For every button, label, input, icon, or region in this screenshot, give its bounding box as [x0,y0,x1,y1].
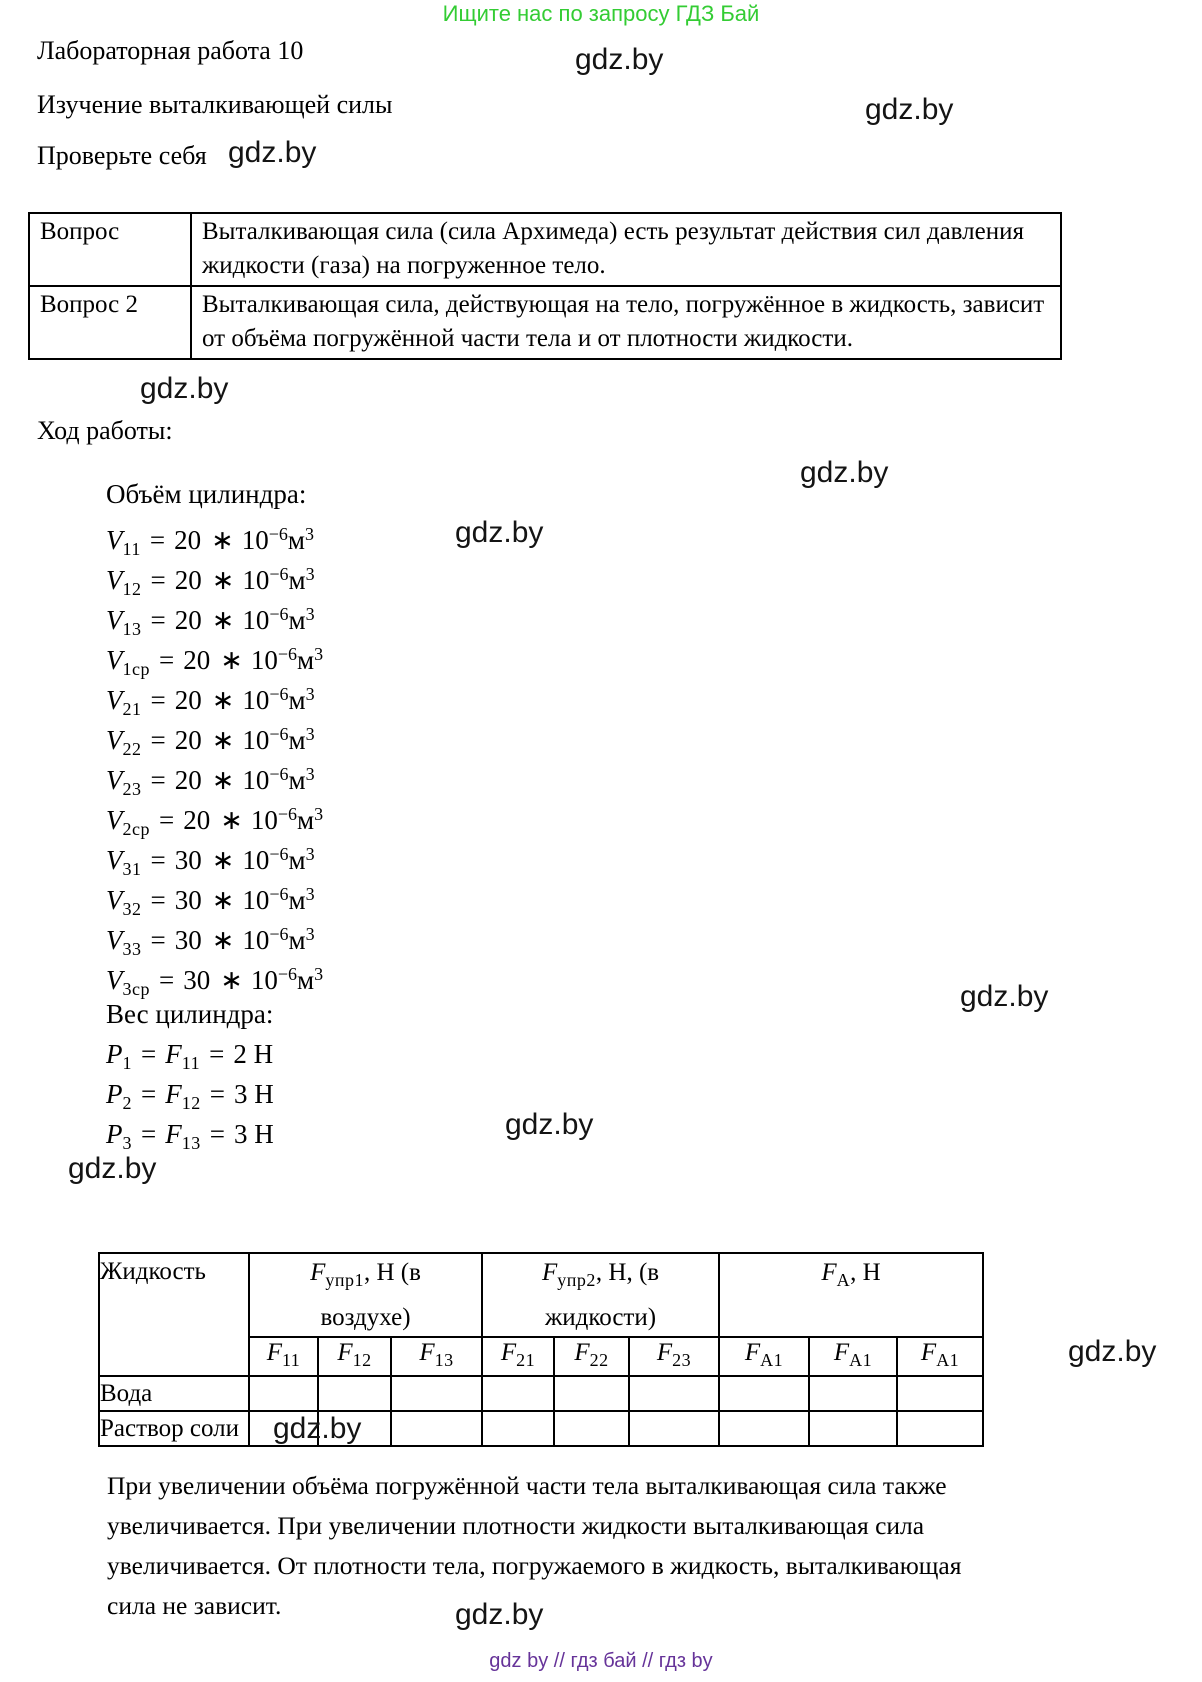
watermark-gdzby: gdz.by [68,1152,157,1185]
math-variable: $F_А$ [821,1259,851,1290]
volume-formula: $V_{33} = 30$ ∗ $10^{-6}м^3$ [106,924,315,959]
math-variable: $P_1$ [106,1039,132,1073]
math-variable: $V_{11}$ [106,525,141,559]
answer-text: Выталкивающая сила, действующая на тело, погружённое в жидкость, зависит от объёма погружённой части тела и от плотности жидкости. [191,286,1061,359]
empty-value-cell [719,1411,809,1446]
math-variable: $F_{упр1}$ [310,1259,364,1290]
math-variable: $V_{22}$ [106,725,142,759]
column-subheader [809,1337,897,1376]
volume-formula: $V_{12} = 20$ ∗ $10^{-6}м^3$ [106,564,315,599]
volume-formula: $V_{13} = 20$ ∗ $10^{-6}м^3$ [106,604,315,639]
math-variable: $F_{11}$ [266,1339,301,1370]
math-variable: $F_{22}$ [574,1339,609,1370]
empty-value-cell [719,1376,809,1411]
column-subheader [391,1337,482,1376]
empty-value-cell [318,1376,391,1411]
empty-value-cell [629,1411,719,1446]
column-group-header: $F_{упр2}$, Н, (в жидкости) [482,1253,719,1337]
column-header-liquid: Жидкость [99,1253,249,1376]
watermark-gdzby: gdz.by [273,1412,362,1445]
work-heading: Ход работы: [37,416,173,445]
footer-links: gdz by // гдз бай // гдз by [489,1650,713,1672]
table-row [99,1411,983,1446]
weight-formula: $P_1 = F_{11} = 2$ Н [106,1039,274,1073]
math-variable: $F_{12}$ [165,1079,201,1113]
volume-formula: $V_{21} = 20$ ∗ $10^{-6}м^3$ [106,684,315,719]
math-variable: $F_{13}$ [419,1339,454,1370]
column-subheader [318,1337,391,1376]
math-variable: $F_{21}$ [500,1339,536,1370]
empty-value-cell [809,1376,897,1411]
check-yourself-label: Проверьте себя [37,141,207,170]
math-variable: $V_{33}$ [106,925,142,959]
math-variable: $P_3$ [106,1119,132,1153]
volume-formula: $V_{23} = 20$ ∗ $10^{-6}м^3$ [106,764,315,799]
watermark-gdzby: gdz.by [800,456,889,489]
answer-text: Выталкивающая сила (сила Архимеда) есть результат действия сил давления жидкости (газа) на погруженное тело. [191,213,1061,286]
conclusion-text [107,1466,961,1626]
empty-value-cell [629,1376,719,1411]
watermark-gdzby: gdz.by [228,136,317,169]
watermark-gdzby: gdz.by [455,1598,544,1631]
math-variable: $V_{13}$ [106,605,142,639]
conclusion-line: При увеличении объёма погружённой части тела выталкивающая сила также [107,1471,947,1500]
math-variable: $V_{3ср}$ [106,965,150,999]
watermark-gdzby: gdz.by [140,372,229,405]
table-row [29,286,1061,359]
question-table [28,212,1062,360]
volume-formula: $V_{32} = 30$ ∗ $10^{-6}м^3$ [106,884,315,919]
column-subheader [629,1337,719,1376]
empty-value-cell [897,1376,983,1411]
row-label: Вода [99,1376,249,1411]
math-variable: $F_{23}$ [656,1339,692,1370]
volume-formula: $V_{1ср} = 20$ ∗ $10^{-6}м^3$ [106,644,324,679]
column-subheader [554,1337,629,1376]
watermark-gdzby: gdz.by [505,1108,594,1141]
watermark-gdzby: gdz.by [575,43,664,76]
watermark-gdzby: gdz.by [455,516,544,549]
volume-formula: $V_{31} = 30$ ∗ $10^{-6}м^3$ [106,844,315,879]
volume-formula: $V_{3ср} = 30$ ∗ $10^{-6}м^3$ [106,964,324,999]
column-subheader [897,1337,983,1376]
watermark-gdzby: gdz.by [1068,1335,1157,1368]
volume-formula: $V_{11} = 20$ ∗ $10^{-6}м^3$ [106,524,314,559]
math-variable: $F_{13}$ [165,1119,201,1153]
math-variable: $F_{А1}$ [833,1339,873,1370]
question-label: Вопрос [29,213,191,286]
math-variable: $F_{А1}$ [744,1339,784,1370]
math-variable: $V_{12}$ [106,565,142,599]
table-row [99,1376,983,1411]
math-variable: $V_{23}$ [106,765,142,799]
formula-list [106,474,323,1154]
column-group-header: $F_А$, Н [719,1253,983,1337]
conclusion-line: увеличивается. При увеличении плотности жидкости выталкивающая сила [107,1511,925,1540]
column-group-header: $F_{упр1}$, Н (в воздухе) [249,1253,482,1337]
results-table [98,1252,984,1447]
watermark-gdzby: gdz.by [960,980,1049,1013]
empty-value-cell [554,1376,629,1411]
math-variable: $F_{упр2}$ [541,1259,596,1290]
question-label: Вопрос 2 [29,286,191,359]
math-variable: $F_{11}$ [165,1039,201,1073]
math-variable: $V_{2ср}$ [106,805,150,839]
math-variable: $V_{21}$ [106,685,142,719]
weight-formula: $P_3 = F_{13} = 3$ Н [106,1119,274,1153]
table-row [29,213,1061,286]
conclusion-line: увеличивается. От плотности тела, погружаемого в жидкость, выталкивающая [107,1551,962,1580]
column-subheader [249,1337,318,1376]
math-variable: $P_2$ [106,1079,132,1113]
volume-formula: $V_{2ср} = 20$ ∗ $10^{-6}м^3$ [106,804,324,839]
watermark-gdzby: gdz.by [865,93,954,126]
conclusion-line: сила не зависит. [107,1591,282,1620]
empty-value-cell [482,1376,554,1411]
empty-value-cell [482,1411,554,1446]
row-label: Раствор соли [99,1411,249,1446]
empty-value-cell [554,1411,629,1446]
math-variable: $F_{12}$ [337,1339,372,1370]
volume-formula: $V_{22} = 20$ ∗ $10^{-6}м^3$ [106,724,315,759]
column-subheader [482,1337,554,1376]
math-variable: $V_{1ср}$ [106,645,150,679]
empty-value-cell [249,1376,318,1411]
empty-value-cell [391,1376,482,1411]
weight-formula: $P_2 = F_{12} = 3$ Н [106,1079,274,1113]
volume-heading: Объём цилиндра: [106,479,307,509]
table-header-row [99,1253,983,1337]
math-variable: $F_{А1}$ [920,1339,960,1370]
column-subheader [719,1337,809,1376]
empty-value-cell [897,1411,983,1446]
math-variable: $V_{32}$ [106,885,142,919]
weight-heading: Вес цилиндра: [106,999,274,1029]
math-variable: $V_{31}$ [106,845,142,879]
promo-banner: Ищите нас по запросу ГДЗ Бай [442,1,760,26]
page-title: Лабораторная работа 10 [37,36,304,65]
empty-value-cell [391,1411,482,1446]
page-subtitle: Изучение выталкивающей силы [37,90,393,119]
empty-value-cell [809,1411,897,1446]
